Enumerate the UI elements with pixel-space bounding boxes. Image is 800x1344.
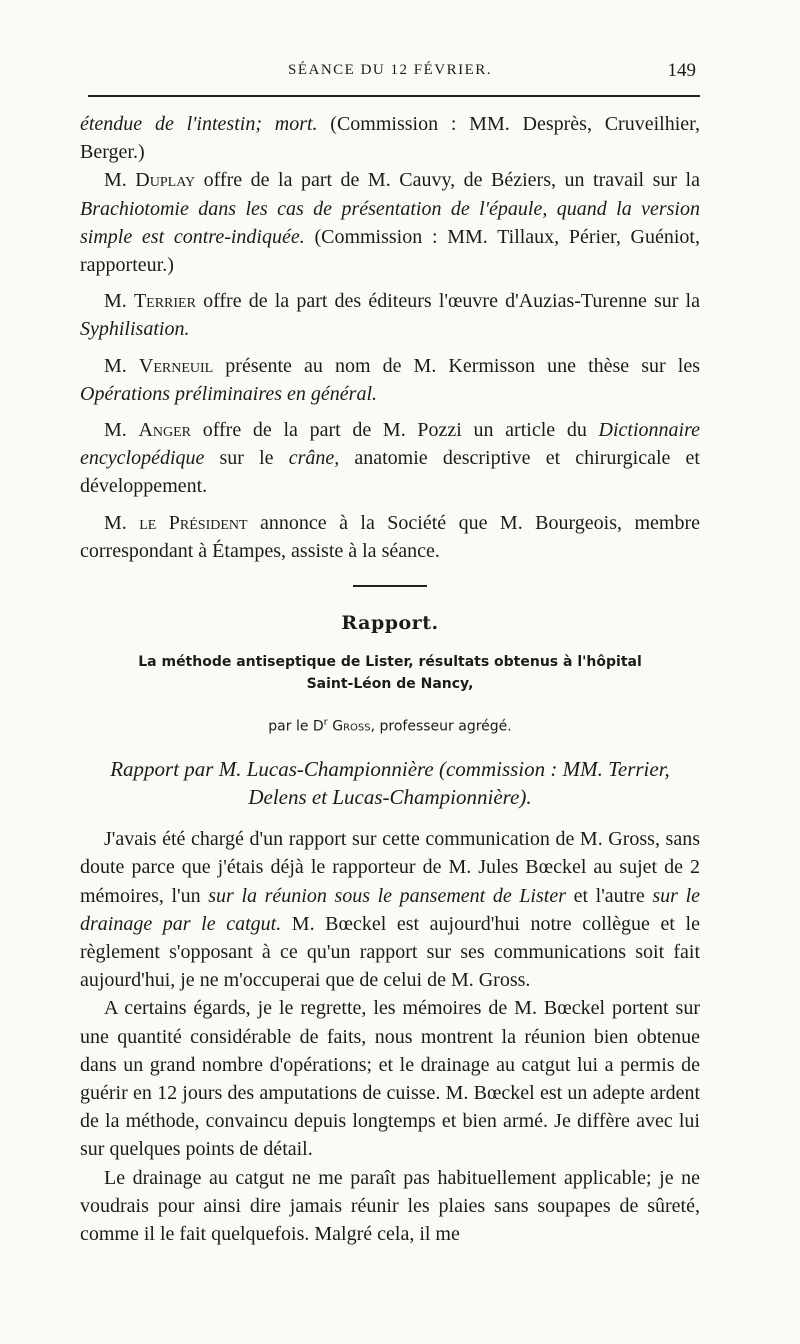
report-subtitle	[80, 651, 700, 695]
text-run: annonce à la Société que M. Bourgeois, membre correspondant à Étampes, assiste à la séance.	[80, 511, 700, 562]
text-run: (Commission : MM. Desprès, Cruveilhier, Berger.)	[80, 113, 700, 164]
paragraph	[80, 110, 700, 166]
italic-text: Opérations préliminaires en général.	[80, 382, 378, 405]
name-smallcaps: le Président	[139, 511, 248, 534]
text-run: offre de la part des éditeurs l'œuvre d'Auzias-Turenne sur la	[195, 290, 700, 313]
report-paragraph	[80, 994, 700, 1163]
byline-superscript: r	[323, 717, 328, 729]
italic-text: Dictionnaire encyclopédique	[80, 419, 700, 470]
italic-text: crâne,	[288, 447, 340, 470]
name-smallcaps: Duplay	[135, 169, 196, 192]
italic-text: étendue de l'intestin; mort.	[80, 113, 318, 135]
italic-text: Brachiotomie dans les cas de présentation de l'épaule, quand la version simple est contre-indiquée.	[80, 197, 700, 248]
name-smallcaps: Verneuil	[138, 354, 214, 377]
text-run: A certains égards, je le regrette, les mémoires de M. Bœckel portent sur une quantité considérable de faits, nous montrent la réunion bien obtenue dans un grand nombre d'opérations; et le drainage au catgut lui a permis de guérir en 12 jours des amputations de cuisse. M. Bœckel est un adepte ardent de la méthode, convaincu depuis longtemps et bien armé. Je diffère avec lui sur quelques points de détail.	[80, 997, 700, 1161]
text-run: Le drainage au catgut ne me paraît pas habituellement applicable; je ne voudrais pour ainsi dire jamais réunir les plaies sans soupapes de sûreté, comme il le fait quelquefois. Malgré cela, il me	[80, 1166, 700, 1245]
report-paragraph	[80, 825, 700, 994]
text-run: sur le	[204, 447, 289, 470]
paragraph	[80, 416, 700, 501]
text-run: anatomie descriptive et chirurgicale et développement.	[80, 447, 700, 498]
text-run: J'avais été chargé d'un rapport sur cette communication de M. Gross, sans doute parce que j'étais déjà le rapporteur de M. Jules Bœckel au sujet de 2 mémoires, l'un	[80, 828, 700, 907]
byline-author: Gross	[332, 718, 371, 735]
text-run: offre de la part de M. Cauvy, de Béziers, un travail sur la	[195, 169, 700, 192]
header-rule	[88, 95, 700, 97]
text-run: présente au nom de M. Kermisson une thèse sur les	[213, 354, 700, 377]
running-head: SÉANCE DU 12 FÉVRIER.	[288, 62, 493, 78]
text-run: offre de la part de M. Pozzi un article du	[191, 419, 599, 442]
byline	[80, 709, 700, 741]
byline-suffix: , professeur agrégé.	[370, 718, 512, 735]
paragraph	[80, 509, 700, 565]
paragraph	[80, 352, 700, 408]
section-separator	[353, 585, 427, 587]
text-run: M.	[104, 290, 134, 313]
text-run: M.	[104, 169, 136, 192]
text-run: (Commission : MM. Tillaux, Périer, Guéniot, rapporteur.)	[80, 225, 700, 277]
paragraph	[80, 166, 700, 279]
name-smallcaps: Terrier	[133, 290, 196, 313]
byline-prefix: par le D	[268, 718, 324, 735]
subtitle-line-2: Saint-Léon de Nancy,	[306, 676, 474, 693]
name-smallcaps: Anger	[138, 419, 192, 442]
page-body	[80, 110, 700, 1248]
text-run: et l'autre	[565, 884, 653, 907]
report-paragraph	[80, 1164, 700, 1249]
paragraph	[80, 287, 700, 343]
text-run: M. Bœckel est aujourd'hui notre collègue et le règlement s'opposant à ce qu'un rapport sur ses communications soit fait aujourd'hui, je ne m'occuperai que de celui de M. Gross.	[80, 912, 700, 992]
subtitle-line-1: La méthode antiseptique de Lister, résultats obtenus à l'hôpital	[138, 654, 642, 671]
text-run: M.	[104, 511, 140, 534]
text-run: M.	[104, 354, 139, 377]
text-run: M.	[104, 419, 139, 442]
report-attribution: Rapport par M. Lucas-Championnière (commission : MM. Terrier, Delens et Lucas-Championnière).	[110, 757, 670, 810]
italic-text: sur la réunion sous le pansement de Lister	[208, 884, 566, 907]
italic-text: Syphilisation.	[80, 318, 190, 341]
section-heading: Rapport.	[341, 612, 439, 635]
italic-text: sur le drainage par le catgut.	[80, 884, 701, 935]
page-number: 149	[667, 60, 696, 81]
page-header	[88, 60, 700, 90]
